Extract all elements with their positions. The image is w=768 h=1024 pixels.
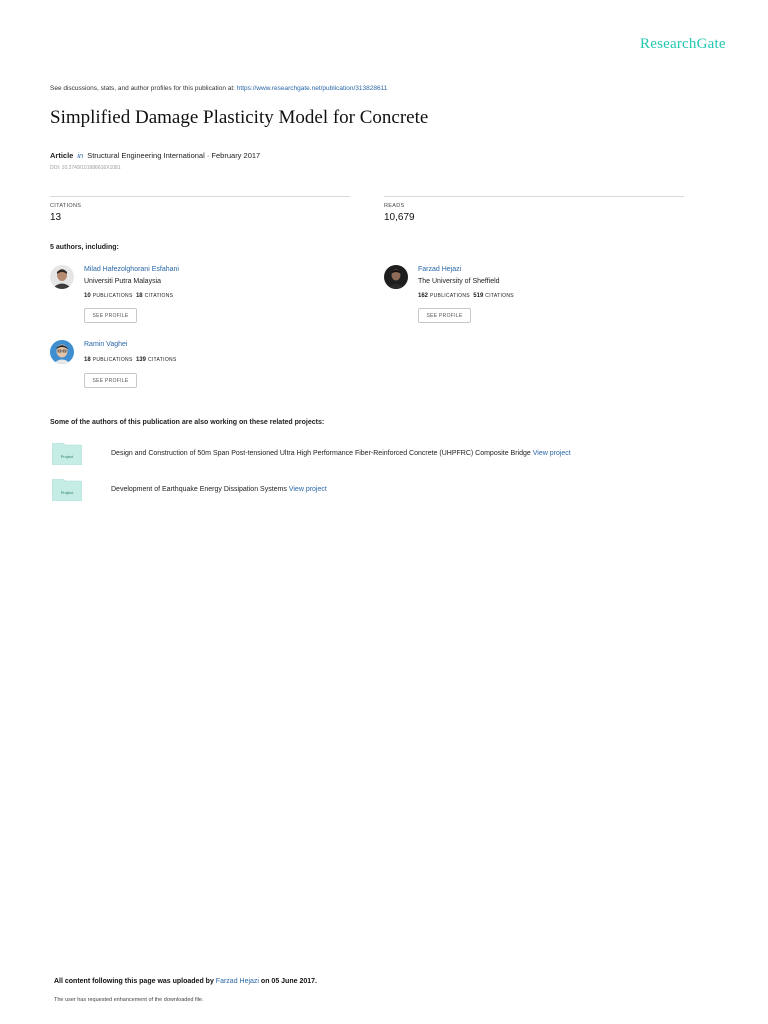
author-name-milad[interactable]: Milad Hafezolghorani Esfahani: [84, 266, 179, 273]
reads-label: READS: [384, 203, 405, 209]
see-profile-button-farzad[interactable]: SEE PROFILE: [418, 308, 471, 323]
project-icon-2[interactable]: [52, 479, 82, 506]
uploader-link[interactable]: Farzad Hejazi: [215, 978, 259, 985]
citations-unit: CITATIONS: [485, 293, 514, 299]
project-2: [111, 486, 327, 493]
reads-value: 10,679: [384, 212, 415, 223]
author-citations-count: 18: [135, 293, 143, 299]
author-institution-farzad: The University of Sheffield: [418, 278, 500, 285]
authors-heading: 5 authors, including:: [50, 244, 119, 251]
citations-unit: CITATIONS: [147, 357, 177, 363]
discussion-prefix: See discussions, stats, and author profiles for this publication at:: [50, 85, 237, 92]
doi: DOI: 10.2749/101686616X1081: [50, 165, 121, 171]
project-icon-label: Project: [60, 490, 74, 495]
upload-prefix: All content following this page was uploaded by: [54, 978, 216, 985]
publications-unit: PUBLICATIONS: [430, 293, 470, 299]
upload-suffix: on 05 June 2017.: [258, 978, 317, 985]
author-citations-count: 519: [473, 293, 484, 299]
author-publications-count: 162: [418, 293, 429, 299]
projects-heading: Some of the authors of this publication are also working on these related projects:: [50, 419, 325, 426]
view-project-link-2[interactable]: View project: [288, 486, 327, 493]
publication-type: Article: [50, 151, 74, 160]
avatar-milad[interactable]: [50, 265, 74, 289]
project-1: [111, 450, 571, 457]
project-folder-icon: [52, 443, 82, 465]
citations-value: 13: [50, 212, 62, 223]
avatar-photo-icon: [50, 265, 74, 289]
citations-divider: [50, 196, 350, 197]
project-title-1: Design and Construction of 50m Span Post-tensioned Ultra High Performance Fiber-Reinforced Concrete (UHPFRC) Composite Bridge: [111, 450, 531, 457]
researchgate-logo[interactable]: ResearchGate: [640, 36, 726, 52]
publication-url-link[interactable]: https://www.researchgate.net/publication/313828611: [236, 85, 388, 92]
discussion-line: [50, 85, 387, 92]
publication-meta: [50, 151, 260, 160]
journal-date: Structural Engineering International · February 2017: [87, 151, 261, 160]
author-stats-ramin: [84, 357, 177, 363]
publications-unit: PUBLICATIONS: [92, 357, 133, 363]
project-folder-icon: [52, 479, 82, 501]
author-name-farzad[interactable]: Farzad Hejazi: [418, 266, 462, 273]
avatar-photo-icon: [384, 265, 408, 289]
author-stats-milad: [84, 293, 173, 299]
reads-divider: [384, 196, 684, 197]
author-publications-count: 10: [84, 293, 91, 299]
citations-unit: CITATIONS: [144, 293, 174, 299]
enhancement-note: The user has requested enhancement of the downloaded file.: [54, 997, 204, 1003]
avatar-photo-icon: [50, 340, 74, 364]
author-publications-count: 18: [84, 357, 91, 363]
citations-label: CITATIONS: [50, 203, 82, 209]
avatar-farzad[interactable]: [384, 265, 408, 289]
view-project-link-1[interactable]: View project: [532, 450, 571, 457]
publications-unit: PUBLICATIONS: [92, 293, 133, 299]
project-title-2: Development of Earthquake Energy Dissipation Systems: [111, 486, 287, 493]
avatar-ramin[interactable]: [50, 340, 74, 364]
author-citations-count: 139: [135, 357, 146, 363]
author-name-ramin[interactable]: Ramin Vaghei: [84, 341, 128, 348]
upload-line: [54, 978, 317, 985]
author-stats-farzad: [418, 293, 514, 299]
publication-title: Simplified Damage Plasticity Model for Concrete: [50, 107, 429, 128]
project-icon-label: Project: [60, 454, 74, 459]
see-profile-button-ramin[interactable]: SEE PROFILE: [84, 373, 137, 388]
author-institution-milad: Universiti Putra Malaysia: [84, 278, 162, 285]
see-profile-button-milad[interactable]: SEE PROFILE: [84, 308, 137, 323]
project-icon-1[interactable]: [52, 443, 82, 470]
in-word: in: [77, 151, 84, 160]
